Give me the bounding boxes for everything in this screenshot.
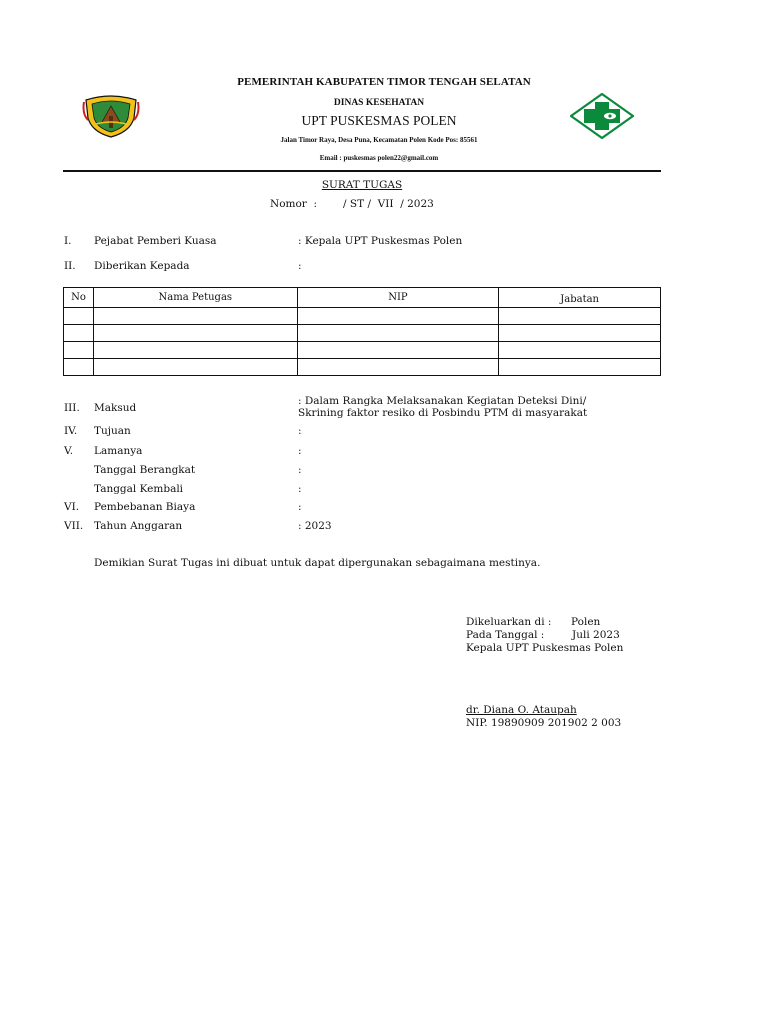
- section-4-number: IV.: [64, 425, 78, 437]
- table-cell: [93, 359, 297, 376]
- table-cell: [499, 308, 661, 325]
- section-5-number: V.: [64, 445, 74, 457]
- letterhead-government: PEMERINTAH KABUPATEN TIMOR TENGAH SELATAN: [237, 76, 531, 88]
- return-date-value: :: [298, 483, 302, 495]
- document-number-value: / ST / VII / 2023: [343, 198, 434, 210]
- document-title: SURAT TUGAS: [321, 179, 403, 191]
- section-3-value-line-1: : Dalam Rangka Melaksanakan Kegiatan Deteksi Dini/: [298, 395, 587, 407]
- section-7-number: VII.: [64, 520, 84, 532]
- table-row: [64, 325, 661, 342]
- table-cell: [499, 359, 661, 376]
- signatory-nip: NIP. 19890909 201902 2 003: [466, 717, 622, 729]
- section-5-label: Lamanya: [94, 445, 143, 457]
- table-cell: [93, 325, 297, 342]
- table-header-position: Jabatan: [499, 288, 661, 308]
- table-header-nip: NIP: [297, 288, 499, 308]
- departure-date-label: Tanggal Berangkat: [94, 464, 196, 476]
- officer-table: [63, 287, 661, 376]
- section-5-value: :: [298, 445, 302, 457]
- table-cell: [297, 342, 499, 359]
- section-3-label: Maksud: [94, 402, 137, 414]
- table-cell: [64, 308, 94, 325]
- departure-date-value: :: [298, 464, 302, 476]
- document-number-label: Nomor :: [270, 198, 318, 210]
- table-header-row: [64, 288, 661, 308]
- section-1-number: I.: [64, 235, 72, 247]
- section-1-value: : Kepala UPT Puskesmas Polen: [298, 235, 463, 247]
- section-4-value: :: [298, 425, 302, 437]
- return-date-label: Tanggal Kembali: [94, 483, 184, 495]
- section-6-label: Pembebanan Biaya: [94, 501, 196, 513]
- document-number: [270, 198, 434, 210]
- table-row: [64, 359, 661, 376]
- letterhead-email: Email : puskesmas polen22@gmail.com: [319, 154, 439, 162]
- section-7-value: : 2023: [298, 520, 332, 532]
- section-6-number: VI.: [64, 501, 80, 513]
- section-6-value: :: [298, 501, 302, 513]
- table-cell: [297, 325, 499, 342]
- signatory-name: dr. Diana O. Ataupah: [466, 704, 577, 716]
- table-row: [64, 308, 661, 325]
- issued-date-label: Pada Tanggal :: [466, 629, 545, 641]
- table-cell: [297, 359, 499, 376]
- signatory-position: Kepala UPT Puskesmas Polen: [466, 642, 624, 654]
- issued-at-label: Dikeluarkan di :: [466, 616, 552, 628]
- table-header-no: No: [64, 288, 94, 308]
- section-3-number: III.: [64, 402, 80, 414]
- table-cell: [297, 308, 499, 325]
- letterhead-department: DINAS KESEHATAN: [333, 98, 425, 108]
- section-2-value: :: [298, 260, 302, 272]
- table-cell: [64, 359, 94, 376]
- table-cell: [93, 308, 297, 325]
- letterhead-address: Jalan Timor Raya, Desa Puna, Kecamatan Polen Kode Pos: 85561: [280, 136, 478, 144]
- section-4-label: Tujuan: [94, 425, 131, 437]
- letterhead-institution: UPT PUSKESMAS POLEN: [301, 113, 457, 128]
- section-3-value-line-2: Skrining faktor resiko di Posbindu PTM di masyarakat: [298, 407, 588, 419]
- issued-date-value: Juli 2023: [572, 629, 620, 641]
- table-cell: [64, 325, 94, 342]
- table-header-name: Nama Petugas: [93, 288, 297, 308]
- table-cell: [499, 342, 661, 359]
- section-2-number: II.: [64, 260, 76, 272]
- closing-statement: Demikian Surat Tugas ini dibuat untuk dapat dipergunakan sebagaimana mestinya.: [94, 557, 541, 569]
- section-7-label: Tahun Anggaran: [94, 520, 183, 532]
- table-cell: [93, 342, 297, 359]
- table-row: [64, 342, 661, 359]
- letterhead-divider: [63, 170, 661, 172]
- section-1-label: Pejabat Pemberi Kuasa: [94, 235, 217, 247]
- table-cell: [499, 325, 661, 342]
- section-2-label: Diberikan Kepada: [94, 260, 190, 272]
- issued-at-value: Polen: [571, 616, 601, 628]
- table-cell: [64, 342, 94, 359]
